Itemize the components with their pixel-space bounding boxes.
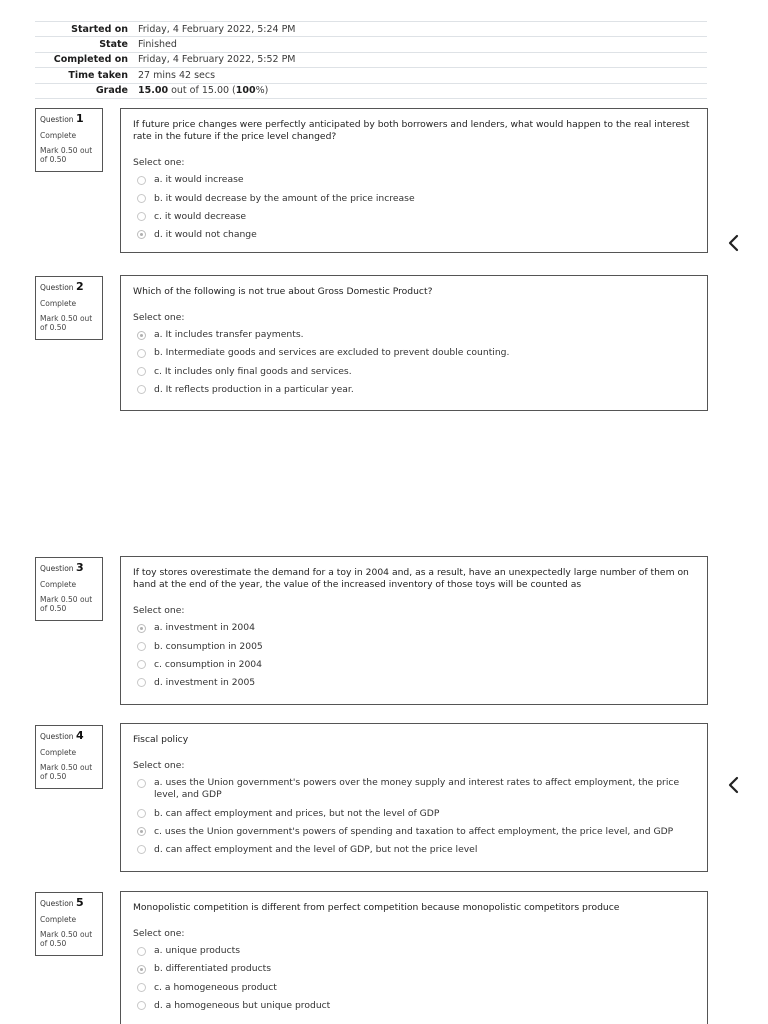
answer-option-label: c. a homogeneous product (154, 981, 277, 993)
question-number: 3 (75, 561, 84, 574)
answer-option[interactable] (133, 384, 695, 396)
answer-option[interactable] (133, 641, 695, 653)
question-prefix: Question (40, 115, 74, 124)
answer-option[interactable] (133, 329, 695, 341)
grade-suffix: %) (255, 85, 269, 97)
radio-button[interactable] (137, 176, 146, 185)
answer-option[interactable] (133, 347, 695, 359)
summary-value: Friday, 4 February 2022, 5:24 PM (138, 22, 707, 37)
answer-option-label: a. It includes transfer payments. (154, 329, 304, 341)
radio-button[interactable] (137, 1001, 146, 1010)
attempt-summary-table (35, 21, 707, 99)
question-box-4 (120, 723, 708, 872)
radio-button[interactable] (137, 212, 146, 221)
radio-button[interactable] (137, 349, 146, 358)
question-mark: Mark 0.50 out of 0.50 (40, 595, 93, 614)
radio-button[interactable] (137, 660, 146, 669)
question-mark: Mark 0.50 out of 0.50 (40, 146, 93, 165)
answer-option[interactable] (133, 826, 695, 838)
question-state: Complete (40, 748, 77, 758)
question-info-3 (35, 557, 103, 621)
answer-option[interactable] (133, 174, 695, 186)
answer-option-label: d. it would not change (154, 228, 257, 240)
answer-option-label: b. can affect employment and prices, but not the level of GDP (154, 807, 440, 819)
summary-label: Grade (35, 83, 138, 98)
question-mark: Mark 0.50 out of 0.50 (40, 930, 93, 949)
answer-option[interactable] (133, 982, 695, 994)
question-mark: Mark 0.50 out of 0.50 (40, 763, 93, 782)
answer-option-label: b. consumption in 2005 (154, 640, 263, 652)
answer-option-label: a. investment in 2004 (154, 622, 255, 634)
summary-label: State (35, 37, 138, 52)
answer-option[interactable] (133, 229, 695, 241)
question-state: Complete (40, 131, 77, 141)
answer-option[interactable] (133, 777, 695, 801)
summary-row-time-taken (35, 68, 707, 83)
question-prefix: Question (40, 732, 74, 741)
answer-option-label: d. It reflects production in a particular year. (154, 383, 354, 395)
select-one-label: Select one: (133, 312, 185, 324)
question-box-2 (120, 275, 708, 411)
question-box-5 (120, 891, 708, 1024)
answer-option[interactable] (133, 211, 695, 223)
answer-option-label: d. investment in 2005 (154, 676, 256, 688)
radio-button-selected[interactable] (137, 331, 146, 340)
question-number: 1 (75, 112, 84, 125)
question-text: Monopolistic competition is different from perfect competition because monopolistic competitors produce (133, 902, 620, 913)
question-text: Fiscal policy (133, 734, 189, 745)
radio-button[interactable] (137, 845, 146, 854)
question-text: Which of the following is not true about Gross Domestic Product? (133, 286, 433, 297)
select-one-label: Select one: (133, 605, 185, 617)
answer-option-label: b. Intermediate goods and services are excluded to prevent double counting. (154, 347, 510, 359)
question-mark: Mark 0.50 out of 0.50 (40, 314, 93, 333)
radio-button[interactable] (137, 809, 146, 818)
radio-button-selected[interactable] (137, 624, 146, 633)
answer-option[interactable] (133, 677, 695, 689)
question-state: Complete (40, 580, 77, 590)
summary-label: Completed on (35, 52, 138, 67)
question-prefix: Question (40, 899, 74, 908)
question-state: Complete (40, 915, 77, 925)
answer-option[interactable] (133, 963, 695, 975)
question-info-5 (35, 892, 103, 956)
radio-button-selected[interactable] (137, 827, 146, 836)
summary-row-grade (35, 83, 707, 98)
grade-score: 15.00 (138, 85, 169, 97)
question-info-1 (35, 108, 103, 172)
summary-row-started (35, 22, 707, 37)
select-one-label: Select one: (133, 157, 185, 169)
question-number: 2 (75, 280, 84, 293)
answer-option[interactable] (133, 844, 695, 856)
radio-button[interactable] (137, 983, 146, 992)
question-number: 4 (75, 729, 84, 742)
question-text: If future price changes were perfectly anticipated by both borrowers and lenders, what would happen to the real interest rate in the future if the price level changed? (133, 119, 690, 143)
summary-value: Friday, 4 February 2022, 5:52 PM (138, 52, 707, 67)
answer-option-label: a. it would increase (154, 174, 244, 186)
question-number: 5 (75, 896, 84, 909)
answer-option[interactable] (133, 366, 695, 378)
answer-option-label: d. a homogeneous but unique product (154, 999, 331, 1011)
answer-option[interactable] (133, 1000, 695, 1012)
question-text: If toy stores overestimate the demand for a toy in 2004 and, as a result, have an unexpectedly large number of them on hand at the end of the year, the value of the increased inventory of those toys will be counted as (133, 567, 689, 591)
grade-value (138, 83, 707, 98)
answer-option-label: a. unique products (154, 945, 241, 957)
question-info-2 (35, 276, 103, 340)
radio-button[interactable] (137, 678, 146, 687)
select-one-label: Select one: (133, 928, 185, 940)
question-prefix: Question (40, 283, 74, 292)
answer-option[interactable] (133, 193, 695, 205)
answer-option[interactable] (133, 622, 695, 634)
summary-value: Finished (138, 37, 707, 52)
radio-button[interactable] (137, 779, 146, 788)
chevron-left-icon[interactable] (724, 231, 744, 255)
grade-out-of: out of 15.00 ( (168, 85, 236, 97)
question-box-3 (120, 556, 708, 705)
chevron-left-icon[interactable] (724, 773, 744, 797)
question-info-4 (35, 725, 103, 789)
select-one-label: Select one: (133, 760, 185, 772)
summary-label: Time taken (35, 68, 138, 83)
radio-button[interactable] (137, 947, 146, 956)
summary-row-completed (35, 52, 707, 67)
question-box-1 (120, 108, 708, 253)
radio-button[interactable] (137, 367, 146, 376)
answer-option-label: d. can affect employment and the level of GDP, but not the price level (154, 843, 478, 855)
answer-option-label: c. It includes only final goods and services. (154, 365, 352, 377)
question-prefix: Question (40, 564, 74, 573)
question-state: Complete (40, 299, 77, 309)
answer-option-label: b. differentiated products (154, 963, 272, 975)
answer-option-label: c. uses the Union government's powers of spending and taxation to affect employment, the price level, and GDP (154, 825, 674, 837)
radio-button-selected[interactable] (137, 965, 146, 974)
answer-option-label: c. consumption in 2004 (154, 658, 262, 670)
answer-option[interactable] (133, 808, 695, 820)
radio-button[interactable] (137, 642, 146, 651)
answer-option-label: b. it would decrease by the amount of the price increase (154, 192, 415, 204)
summary-value: 27 mins 42 secs (138, 68, 707, 83)
radio-button[interactable] (137, 194, 146, 203)
summary-label: Started on (35, 22, 138, 37)
answer-option-label: a. uses the Union government's powers over the money supply and interest rates to affect employment, the price level, and GDP (154, 777, 680, 801)
answer-option[interactable] (133, 659, 695, 671)
summary-row-state (35, 37, 707, 52)
radio-button-selected[interactable] (137, 230, 146, 239)
radio-button[interactable] (137, 385, 146, 394)
answer-option-label: c. it would decrease (154, 210, 247, 222)
grade-percent: 100 (235, 85, 256, 97)
answer-option[interactable] (133, 945, 695, 957)
